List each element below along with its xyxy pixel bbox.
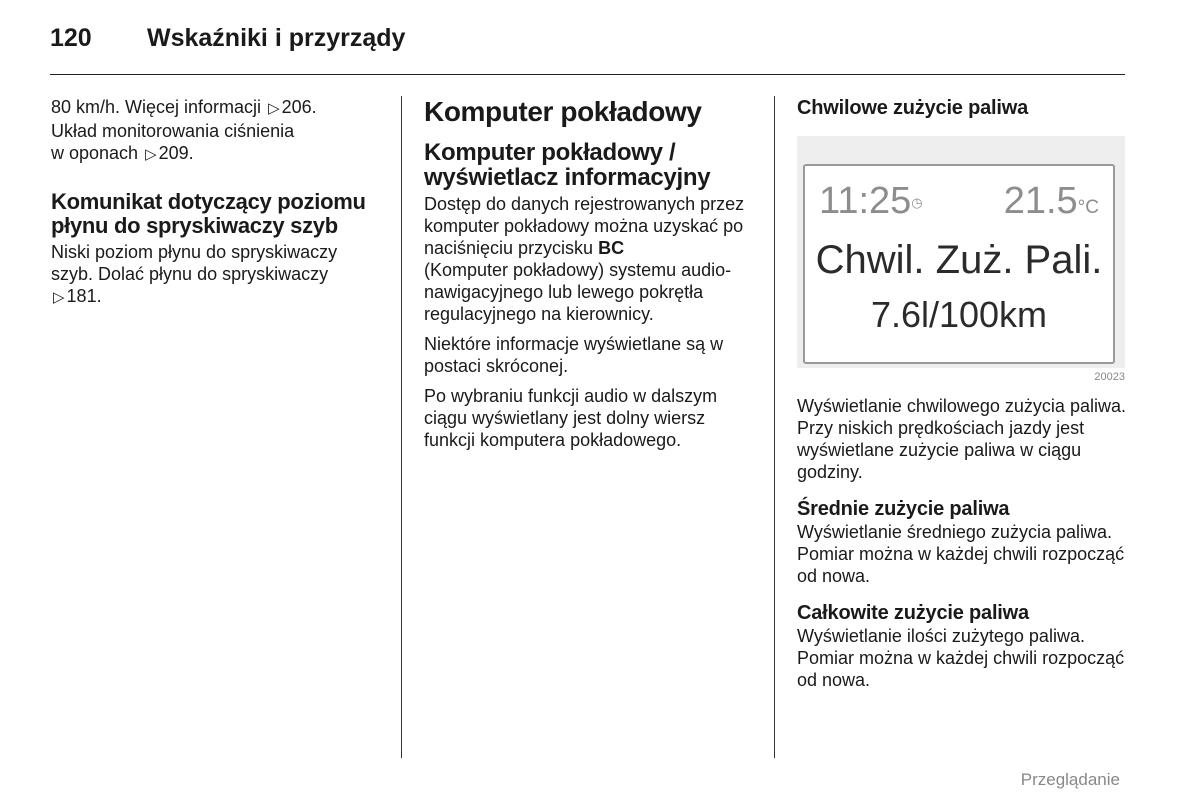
washer-fluid-text: Niski poziom płynu do spryskiwaczy szyb. Dolać płynu do spryskiwaczy ▷ 181. [51, 241, 381, 309]
audio-function-note: Po wybraniu funkcji audio w dalszym ciągu wyświetlany jest dolny wiersz funkcji komputera pokładowego. [424, 386, 718, 450]
abbreviation-note: Niektóre informacje wyświetlane są w postaci skróconej. [424, 334, 724, 376]
instant-consumption-heading: Chwilowe zużycie paliwa [797, 97, 1029, 119]
average-consumption-heading: Średnie zużycie paliwa [797, 498, 1010, 520]
average-consumption-text: Wyświetlanie średniego zużycia paliwa. Pomiar można w każdej chwili rozpocząć od nowa. [797, 522, 1125, 586]
page-reference-icon: ▷ [53, 289, 65, 306]
display-time: 11:25◷ [819, 180, 923, 222]
section-title: Komputer pokładowy [424, 96, 702, 127]
display-illustration [797, 136, 1125, 368]
subsection-heading: Komputer pokładowy / wyświetlacz informacyjny [424, 139, 711, 191]
total-consumption-text: Wyświetlanie ilości zużytego paliwa. Pomiar można w każdej chwili rozpocząć od nowa. [797, 626, 1125, 690]
display-function-label: Chwil. Zuż. Pali. [815, 238, 1103, 282]
page-title: Wskaźniki i przyrządy [147, 24, 406, 52]
image-id: 20023 [1094, 371, 1125, 383]
column-divider-left [401, 96, 402, 758]
info-display-screen [803, 164, 1115, 364]
column-right [797, 96, 1127, 691]
clock-icon: ◷ [911, 195, 923, 210]
washer-fluid-heading: Komunikat dotyczący poziomu płynu do spryskiwaczy szyb [51, 189, 366, 238]
column-left [51, 96, 381, 309]
page-number: 120 [50, 24, 92, 52]
display-temperature: 21.5°C [1003, 180, 1099, 222]
column-divider-right [774, 96, 775, 758]
footer-navigation: Przeglądanie [1020, 770, 1120, 789]
instant-consumption-text: Wyświetlanie chwilowego zużycia paliwa. Przy niskich prędkościach jazdy jest wyświetlane zużycie paliwa w ciągu godziny. [797, 396, 1126, 482]
column-middle [424, 96, 760, 451]
page-link-181[interactable]: 181. [66, 286, 102, 306]
board-computer-intro: Dostęp do danych rejestrowanych przez komputer pokładowy można uzyskać po naciśnięciu przycisku BC (Komputer pokładowy) systemu audio-nawigacyjnego lub lewego pokrętła regulacyjnego na kierownicy. [424, 194, 745, 324]
bc-button-label: BC [598, 238, 625, 258]
page-reference-icon: ▷ [145, 146, 157, 163]
total-consumption-heading: Całkowite zużycie paliwa [797, 602, 1029, 624]
page-link-206[interactable]: 206. [281, 97, 317, 117]
header-divider [50, 74, 1125, 75]
page-reference-icon: ▷ [268, 100, 280, 117]
page-link-209[interactable]: 209. [158, 143, 194, 163]
intro-text: 80 km/h. Więcej informacji ▷ 206. Układ monitorowania ciśnienia w oponach ▷ 209. [51, 96, 381, 166]
display-consumption-value: 7.6l/100km [870, 294, 1048, 335]
